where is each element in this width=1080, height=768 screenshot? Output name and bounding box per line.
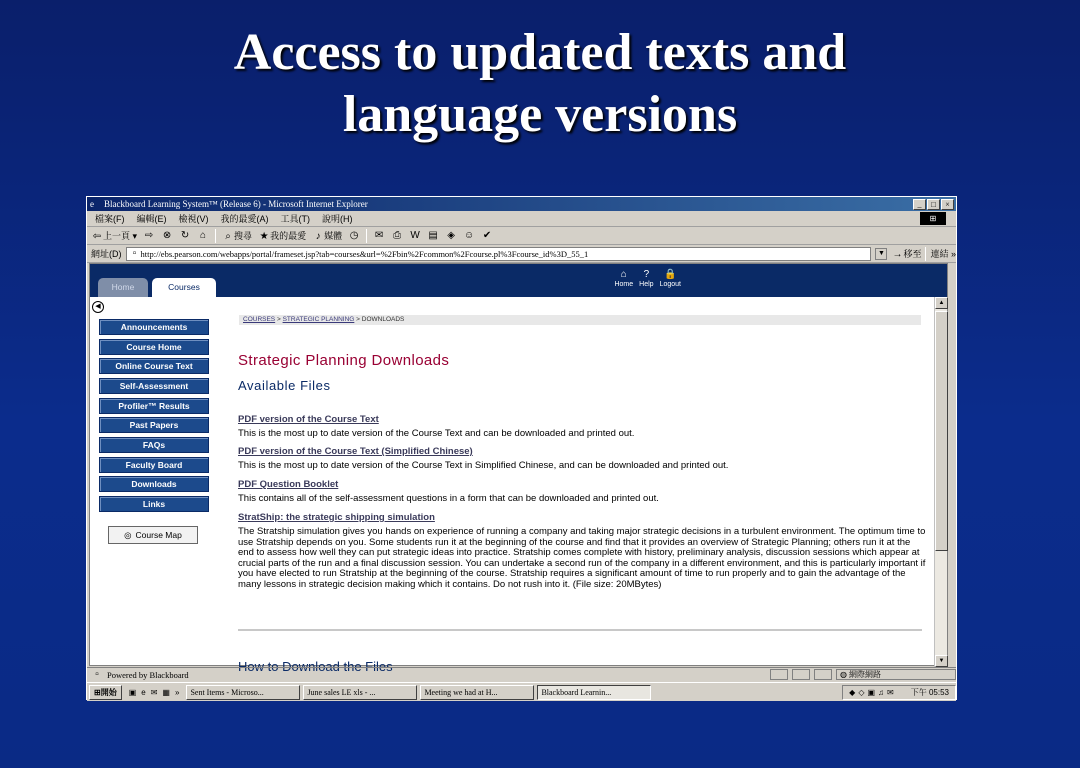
windows-flag-icon: ⊞ [920, 212, 946, 225]
building-icon: ⌂ [620, 269, 627, 280]
blackboard-header [90, 264, 947, 297]
outlook-icon[interactable]: ✉ [150, 687, 158, 697]
scroll-up-icon[interactable]: ▲ [935, 297, 948, 309]
menu-view[interactable]: 檢視(V) [178, 214, 209, 224]
media-button[interactable] [312, 229, 342, 243]
go-arrow-icon: → [892, 248, 903, 260]
links-label: 連結 [930, 249, 949, 259]
address-input[interactable] [126, 247, 872, 261]
favorites-button[interactable] [258, 229, 306, 243]
menu-help[interactable]: 說明(H) [322, 214, 353, 224]
sidebar-item-self-assessment[interactable]: Self-Assessment [99, 378, 209, 394]
file-description: The Stratship simulation gives you hands on experience of running a company and taking major strategic decisions in a turbulent environment. The optimum time to use Stratship depends on you. Some students run it at the beginning of the course and find that it provides an overview of Strategic Planning; others run it at the end to assess how well they can put strategic ideas into practice. Stratship comes complete with history, preliminary analysis, discussion sessions which appear at crucial parts of the run and a final discussion session. You can undertake a second run of the company in a different environment, and this is particularly important if you have elected to run Stratship at the beginning of the course. Stratship requires a significant amount of time to run properly and to gain the advantage of the many lessons in strategic decision making which it contains. Do not rush into it. (File size: 20MBytes) [238, 526, 926, 590]
sidebar-item-downloads[interactable]: Downloads [99, 476, 209, 492]
ie-icon[interactable]: e [141, 687, 146, 697]
tray-icon[interactable]: ◇ [858, 687, 865, 697]
tray-icon[interactable]: ✉ [887, 687, 894, 697]
windows-start-icon: ⊞ [94, 687, 101, 697]
nav-help[interactable] [639, 269, 653, 288]
start-label: 開始 [100, 687, 117, 697]
links-button[interactable]: 連結 » [930, 249, 956, 259]
task-meeting[interactable]: Meeting we had at H... [420, 685, 534, 700]
file-link-question-booklet[interactable]: PDF Question Booklet [238, 479, 339, 490]
favorites-icon: ★ [259, 230, 269, 242]
course-map-button[interactable] [108, 526, 198, 544]
tray-icon[interactable]: ♫ [878, 687, 885, 697]
globe-icon: ◍ [840, 670, 849, 679]
sidebar-item-faculty-board[interactable]: Faculty Board [99, 457, 209, 473]
forward-arrow-icon[interactable]: ⇨ [144, 229, 154, 241]
lock-icon: 🔒 [664, 269, 677, 280]
home-icon[interactable]: ⌂ [200, 229, 207, 241]
course-menu [90, 297, 226, 667]
close-button[interactable]: × [941, 199, 954, 210]
shield-icon[interactable]: ◈ [447, 229, 455, 241]
scroll-down-icon[interactable]: ▼ [935, 655, 948, 667]
list-item [238, 512, 928, 590]
ie-logo-icon: e [90, 198, 94, 209]
clock: 下午 05:53 [910, 687, 949, 697]
status-bar [87, 667, 956, 681]
discuss-icon[interactable]: ▤ [428, 229, 438, 241]
desktop-icon[interactable]: ▣ [128, 687, 137, 697]
breadcrumb-separator: > [354, 316, 362, 323]
sidebar-item-links[interactable]: Links [99, 496, 209, 512]
back-button[interactable]: ⇦ 上一頁 ▾ [92, 230, 138, 242]
file-description: This contains all of the self-assessment questions in a form that can be downloaded and printed out. [238, 493, 659, 504]
go-label: 移至 [903, 248, 922, 259]
nav-help-label: Help [639, 281, 654, 288]
browser-window [86, 196, 957, 700]
maximize-button[interactable]: □ [927, 199, 940, 210]
stop-icon[interactable]: ⊗ [162, 229, 172, 241]
status-pane [814, 669, 832, 680]
menu-bar [87, 211, 956, 227]
nav-home-label: Home [614, 281, 634, 288]
breadcrumb-courses[interactable]: COURSES [243, 316, 276, 323]
nav-logout[interactable] [660, 269, 681, 288]
file-description: This is the most up to date version of the Course Text and can be downloaded and printed out. [238, 428, 635, 439]
tray-icon[interactable]: ▣ [867, 687, 876, 697]
task-blackboard[interactable]: Blackboard Learnin... [537, 685, 651, 700]
toolbar-separator [215, 229, 216, 243]
search-label: 搜尋 [234, 230, 253, 241]
task-sent-items[interactable]: Sent Items - Microso... [186, 685, 300, 700]
list-item [238, 479, 928, 505]
content-frame [237, 297, 926, 674]
breadcrumb-separator: > [275, 316, 283, 323]
sidebar-item-past-papers[interactable]: Past Papers [99, 417, 209, 433]
menu-file[interactable]: 檔案(F) [95, 214, 125, 224]
sidebar-item-profiler-results[interactable]: Profiler™ Results [99, 398, 209, 414]
media-icon: ♪ [315, 230, 321, 242]
top-nav [614, 269, 681, 288]
security-zone [836, 669, 956, 680]
list-item [238, 446, 928, 472]
status-pane [792, 669, 810, 680]
check-icon[interactable]: ✔ [482, 229, 492, 241]
browser-toolbar [87, 227, 956, 245]
breadcrumb-strategic-planning[interactable]: STRATEGIC PLANNING [282, 316, 355, 323]
nav-home[interactable] [614, 269, 633, 288]
page-viewport [89, 263, 948, 674]
course-map-label: Course Map [135, 530, 182, 540]
toolbar-separator [366, 229, 367, 243]
print-icon[interactable]: ⎙ [393, 229, 402, 241]
sidebar-item-course-home[interactable]: Course Home [99, 339, 209, 355]
more-icon[interactable]: » [174, 687, 180, 697]
word-icon[interactable]: W [410, 229, 420, 241]
explorer-icon[interactable]: ▦ [162, 687, 170, 697]
tray-icon[interactable]: ◆ [849, 687, 856, 697]
favorites-label: 我的最愛 [270, 230, 307, 241]
breadcrumb-current: DOWNLOADS [361, 316, 405, 323]
system-tray [842, 685, 956, 700]
media-label: 媒體 [324, 230, 343, 241]
slide-title [0, 22, 1080, 146]
menu-edit[interactable]: 編輯(E) [136, 214, 167, 224]
section-heading-cut: How to Download the Files [238, 659, 393, 674]
sidebar-item-faqs[interactable]: FAQs [99, 437, 209, 453]
search-button[interactable] [222, 229, 252, 243]
file-link-course-text[interactable]: PDF version of the Course Text [238, 414, 379, 425]
course-map-icon: ◎ [124, 529, 132, 540]
title-bar[interactable] [87, 197, 956, 211]
windows-taskbar [87, 682, 956, 701]
search-icon: ⌕ [225, 230, 231, 242]
mail-icon[interactable]: ✉ [374, 229, 384, 241]
nav-logout-label: Logout [659, 281, 681, 288]
collapse-menu-icon[interactable]: ◀ [92, 301, 104, 313]
messenger-icon[interactable]: ☺ [463, 229, 475, 241]
breadcrumb [239, 315, 921, 325]
toolbar-separator [925, 247, 926, 261]
sidebar-item-online-course-text[interactable]: Online Course Text [99, 358, 209, 374]
address-label: 網址(D) [91, 249, 122, 259]
status-text: Powered by Blackboard [107, 669, 189, 680]
menu-tools[interactable]: 工具(T) [280, 214, 310, 224]
status-pane [770, 669, 788, 680]
go-button[interactable] [891, 247, 921, 261]
file-link-course-text-chinese[interactable]: PDF version of the Course Text (Simplified Chinese) [238, 446, 473, 457]
file-link-stratship[interactable]: StratShip: the strategic shipping simulation [238, 512, 435, 523]
address-bar [87, 245, 956, 263]
help-icon: ? [643, 269, 650, 280]
tab-home[interactable]: Home [98, 278, 148, 297]
start-button[interactable] [89, 685, 122, 700]
task-june-sales[interactable]: June sales LE xls - ... [303, 685, 417, 700]
file-description: This is the most up to date version of the Course Text in Simplified Chinese, and can be downloaded and printed out. [238, 460, 729, 471]
tab-courses[interactable]: Courses [152, 278, 216, 297]
history-icon[interactable]: ◷ [349, 229, 359, 241]
zone-label: 網際網路 [848, 670, 881, 679]
minimize-button[interactable]: _ [913, 199, 926, 210]
refresh-icon[interactable]: ↻ [180, 229, 190, 241]
address-url: http://ebs.pearson.com/webapps/portal/frameset.jsp?tab=courses&url=%2Fbin%2Fcommon%2Fcourse.pl%3Fcourse_id%3D_55_1 [140, 248, 589, 259]
section-title: Available Files [238, 378, 331, 393]
quick-launch [125, 688, 184, 697]
scroll-thumb[interactable] [935, 311, 948, 551]
page-title: Strategic Planning Downloads [238, 352, 450, 369]
divider [238, 629, 922, 631]
page-icon: ▫ [132, 247, 137, 259]
list-item [238, 414, 928, 440]
page-status-icon: ▫ [95, 668, 99, 680]
slide-title-line-2: language versions [342, 86, 738, 143]
window-title: Blackboard Learning System™ (Release 6) - Microsoft Internet Explorer [104, 199, 368, 209]
menu-favorites[interactable]: 我的最愛(A) [220, 214, 269, 224]
vertical-scrollbar[interactable] [934, 297, 947, 667]
back-label: 上一頁 [103, 230, 131, 241]
sidebar-item-announcements[interactable]: Announcements [99, 319, 209, 335]
back-arrow-icon: ⇦ [92, 230, 102, 242]
address-dropdown-button[interactable]: ▼ [875, 248, 887, 260]
slide-title-line-1: Access to updated texts and [233, 24, 847, 81]
